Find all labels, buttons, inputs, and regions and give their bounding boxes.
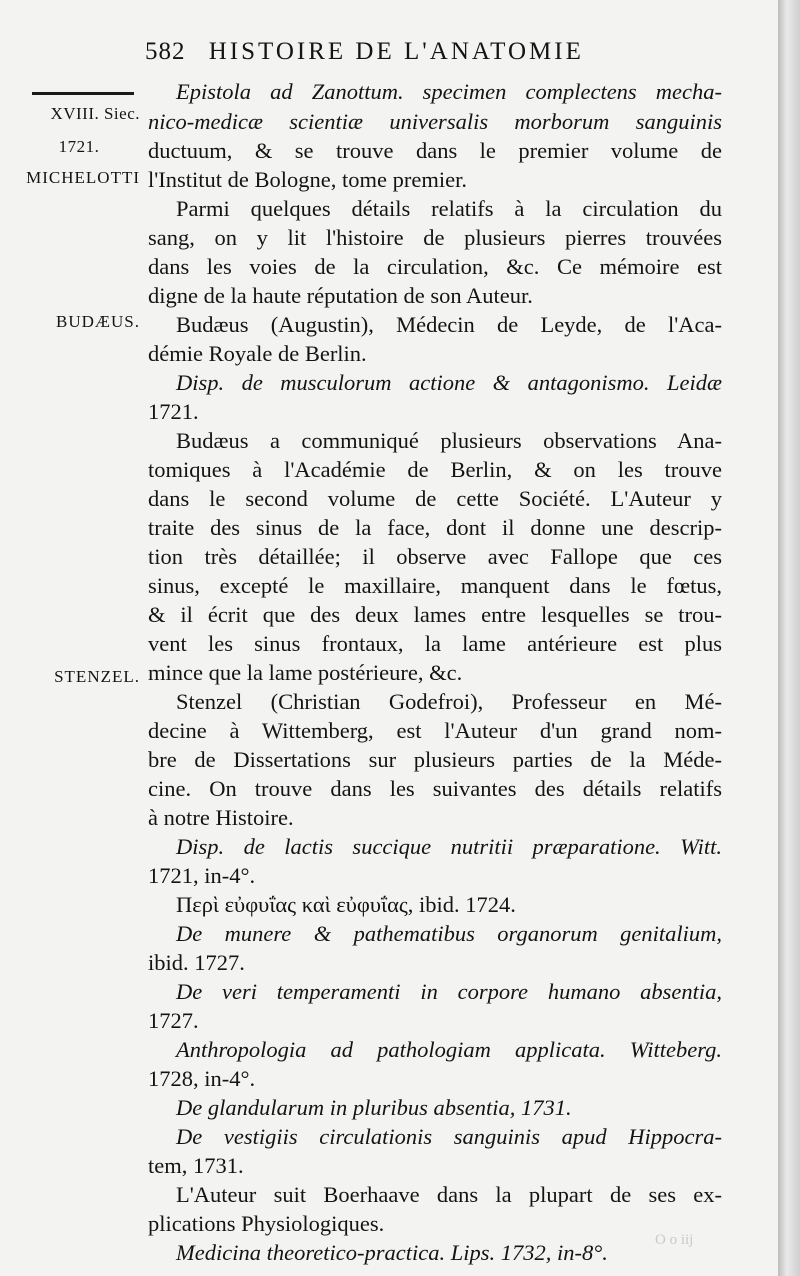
text-line: ibid. 1727. — [148, 950, 245, 975]
text-line: ductuum, & se trouve dans le premier volume de — [148, 138, 722, 163]
text-line: tem, 1731. — [148, 1153, 244, 1178]
text-line: L'Auteur suit Boerhaave dans la plupart de ses ex- — [176, 1182, 722, 1207]
text-line: 1721, in-4°. — [148, 863, 256, 888]
text-line: 1721. — [148, 399, 199, 424]
text-line: decine à Wittemberg, est l'Auteur d'un grand nom- — [148, 718, 722, 743]
text-line: démie Royale de Berlin. — [148, 341, 367, 366]
margin-note-budaeus: BUDÆUS. — [56, 312, 140, 331]
text-line: plications Physiologiques. — [148, 1211, 385, 1236]
text-line: digne de la haute réputation de son Auteur. — [148, 283, 533, 308]
page-edge — [778, 0, 800, 1276]
text-line: vent les sinus frontaux, la lame antérieure est plus — [148, 631, 722, 656]
text-line: De glandularum in pluribus absentia, 1731. — [176, 1095, 572, 1120]
text-line: De munere & pathematibus organorum genitalium, — [176, 921, 722, 946]
text-line: & il écrit que des deux lames entre lesquelles se trou- — [148, 602, 722, 627]
text-line: De veri temperamenti in corpore humano absentia, — [176, 979, 722, 1004]
text-line: dans les voies de la circulation, &c. Ce mémoire est — [148, 254, 722, 279]
running-header — [145, 38, 765, 66]
text-line: Disp. de lactis succique nutritii præparatione. Witt. — [176, 834, 722, 859]
text-line: tion très détaillée; il observe avec Fallope que ces — [148, 544, 722, 569]
text-line: dans le second volume de cette Société. L'Auteur y — [148, 486, 722, 511]
text-line: Medicina theoretico-practica. Lips. 1732, in-8°. — [176, 1240, 608, 1265]
text-line: l'Institut de Bologne, tome premier. — [148, 167, 467, 192]
text-line: traite des sinus de la face, dont il donne une descrip- — [148, 515, 722, 540]
text-line: à notre Histoire. — [148, 805, 294, 830]
margin-note-century: XVIII. Siec. — [50, 104, 140, 123]
text-line: Anthropologia ad pathologiam applicata. Witteberg. — [176, 1037, 722, 1062]
text-line: Περὶ εὐφυΐας καὶ εὐφυΐας, ibid. 1724. — [176, 892, 516, 917]
text-line: nico-medicæ scientiæ universalis morborum sanguinis — [148, 109, 722, 134]
page-number: 582 — [145, 38, 186, 65]
text-line: 1728, in-4°. — [148, 1066, 256, 1091]
text-line: Budæus (Augustin), Médecin de Leyde, de l'Aca- — [176, 312, 722, 337]
text-line: Stenzel (Christian Godefroi), Professeur en Mé- — [176, 689, 722, 714]
text-line: sang, on y lit l'histoire de plusieurs pierres trouvées — [148, 225, 722, 250]
text-line: bre de Dissertations sur plusieurs parties de la Méde- — [148, 747, 722, 772]
signature-mark: O o iij — [655, 1232, 694, 1248]
text-line: De vestigiis circulationis sanguinis apud Hippocra- — [176, 1124, 722, 1149]
text-line: 1727. — [148, 1008, 199, 1033]
margin-note-stenzel: STENZEL. — [54, 667, 140, 686]
margin-note-michelotti: MICHELOTTI — [26, 168, 140, 187]
text-line: Parmi quelques détails relatifs à la circulation du — [176, 196, 722, 221]
text-line: cine. On trouve dans les suivantes des détails relatifs — [148, 776, 722, 801]
text-line: mince que la lame postérieure, &c. — [148, 660, 463, 685]
text-line: sinus, excepté le maxillaire, manquent dans le fœtus, — [148, 573, 722, 598]
running-title: HISTOIRE DE L'ANATOMIE — [208, 38, 584, 65]
text-line: Budæus a communiqué plusieurs observations Ana- — [176, 428, 722, 453]
margin-note-year: 1721. — [58, 137, 100, 156]
text-line: tomiques à l'Académie de Berlin, & on les trouve — [148, 457, 722, 482]
margin-rule — [32, 92, 134, 95]
text-line: Epistola ad Zanottum. specimen complectens mecha- — [176, 79, 722, 104]
text-line: Disp. de musculorum actione & antagonismo. Leidæ — [176, 370, 722, 395]
